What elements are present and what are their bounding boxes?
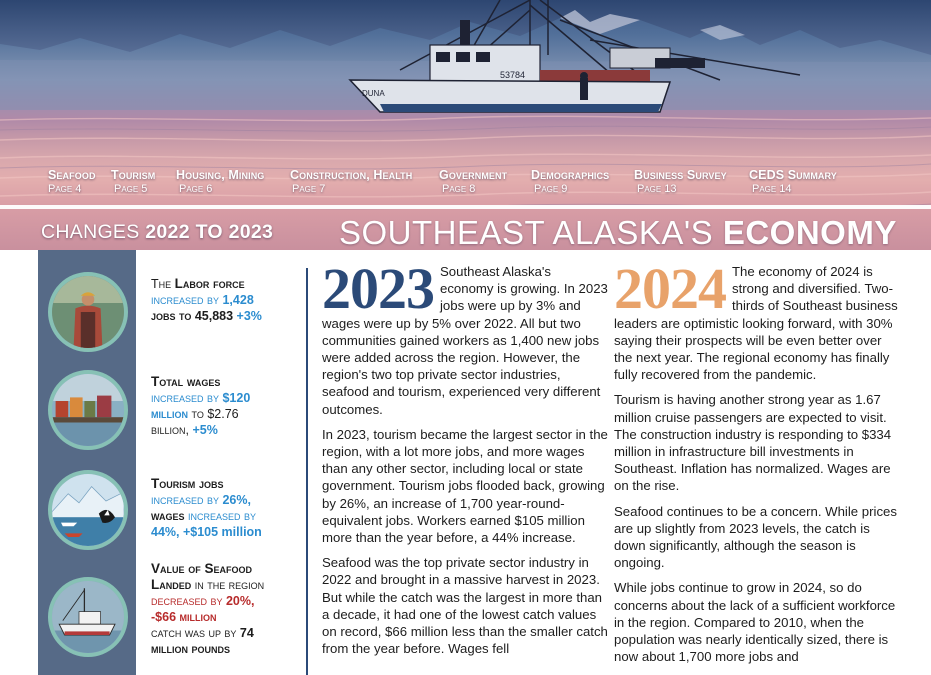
page-title: SOUTHEAST ALASKA'S ECONOMY xyxy=(339,214,897,250)
nav-item-seafood[interactable]: Seafood Page 4 xyxy=(48,168,96,195)
paragraph: The economy of 2024 is strong and diversified. Two-thirds of Southeast business leaders are optimistic looking forward, with 30% saying their prospects will be even better over the next year. The regional economy has finally fully recovered from the pandemic. xyxy=(614,264,898,383)
seafood-photo xyxy=(48,577,128,657)
boat-icon xyxy=(52,581,124,653)
changes-heading: CHANGES 2022 TO 2023 xyxy=(41,221,274,243)
paragraph: Southeast Alaska's economy is growing. In 2023 jobs were up by 3% and wages were up by 5% over 2022. All but two communities gained workers as 1,400 new jobs were added across the region. However, the region's two top private sector industries, seafood and tourism, experienced very different outcomes. xyxy=(322,264,608,417)
boat-number: 53784 xyxy=(500,70,526,80)
nav-item-government[interactable]: Government Page 8 xyxy=(439,168,508,195)
section-nav xyxy=(0,168,931,200)
article-2024 xyxy=(614,256,900,673)
paragraph: Tourism is having another strong year as 1.67 million cruise passengers are expected to visit. The construction industry is responding to $334 million in infrastructure bill investments in Southeast. Inflation has normalized. Wages are on the rise. xyxy=(614,392,892,494)
waterfront-icon xyxy=(52,374,124,446)
hero-banner xyxy=(0,0,931,250)
glacier-orca-icon xyxy=(52,474,124,546)
labor-force-photo xyxy=(48,272,128,352)
stat-seafood-value: Value of Seafood Landed in the region decreased by 20%, -$66 million catch was up by 74 million pounds xyxy=(151,561,265,656)
boat-name: DUNA xyxy=(362,89,385,98)
fishing-boat-illustration xyxy=(340,0,820,125)
nav-item-tourism[interactable]: Tourism Page 5 xyxy=(111,168,156,195)
nav-item-ceds-summary[interactable]: CEDS Summary Page 14 xyxy=(749,168,837,195)
nav-item-construction-health[interactable]: Construction, Health Page 7 xyxy=(290,168,413,195)
stat-tourism-jobs: Tourism jobs increased by 26%, wages increased by 44%, +$105 million xyxy=(151,476,262,539)
year-2024-heading: 2024 xyxy=(614,256,726,321)
stat-labor-force: The Labor force increased by 1,428 jobs to 45,883 +3% xyxy=(151,276,262,323)
paragraph: In 2023, tourism became the largest sector in the region, with a lot more jobs, and more wages than any other sector, including local or state government. Tourism jobs flooded back, growing by 26%, an increase of 1,700 year-round-equivalent jobs. Workers earned $105 million more than the year before, a 44% increase. xyxy=(322,426,608,546)
column-rule xyxy=(306,268,308,675)
paragraph: Seafood was the top private sector industry in 2022 and brought in a massive harvest in 2023. But while the catch was the largest in more than a decade, it had one of the lowest catch values on record, $66 million less than the smaller catch from the year before. Wages fell xyxy=(322,555,608,657)
article-2023 xyxy=(322,256,608,665)
year-2023-heading: 2023 xyxy=(322,256,434,321)
wages-photo xyxy=(48,370,128,450)
paragraph: Seafood continues to be a concern. While prices are up slightly from 2023 levels, the catch is down significantly, although the season is ongoing. xyxy=(614,503,897,571)
stat-total-wages: Total wages increased by $120 million to $2.76 billion, +5% xyxy=(151,374,251,437)
banner-divider xyxy=(0,205,931,209)
paragraph: While jobs continue to grow in 2024, so do concerns about the lack of a sufficient workforce in the region. Compared to 2010, when the population was nearly identically sized, there is now about 1,700 more jobs and xyxy=(614,580,896,665)
tourism-photo xyxy=(48,470,128,550)
nav-item-business-survey[interactable]: Business Survey Page 13 xyxy=(634,168,727,195)
nav-item-demographics[interactable]: Demographics Page 9 xyxy=(531,168,610,195)
nav-item-housing-mining[interactable]: Housing, Mining Page 6 xyxy=(176,168,265,195)
worker-icon xyxy=(52,276,124,348)
